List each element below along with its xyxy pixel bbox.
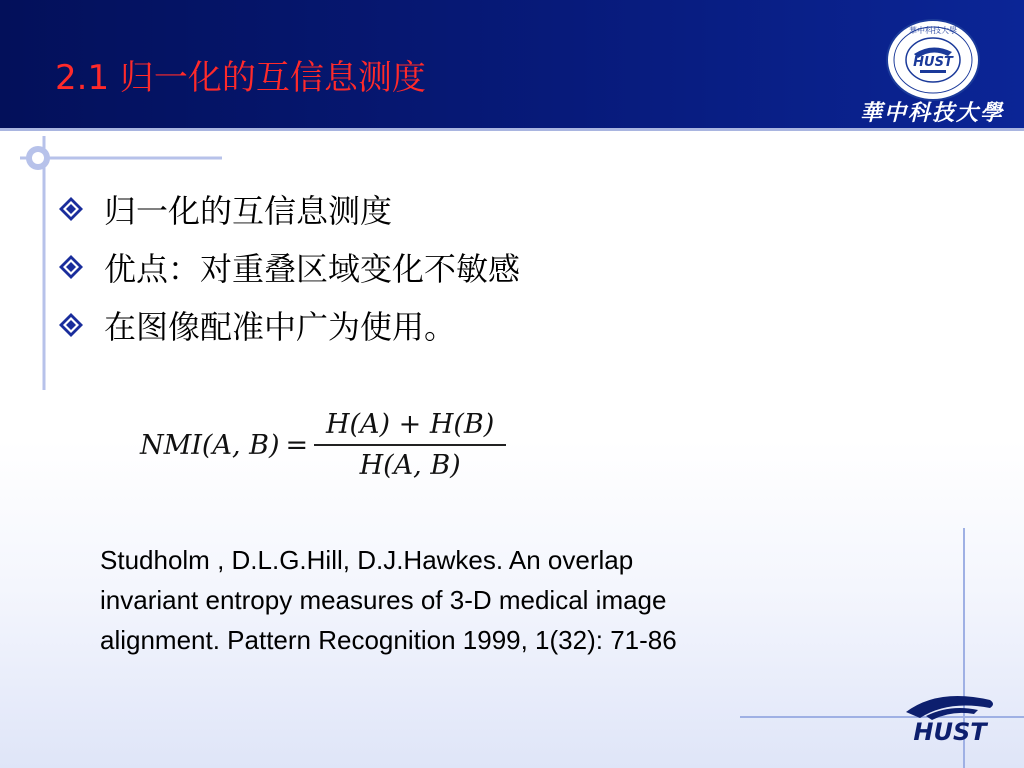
fraction-bar xyxy=(314,444,506,446)
diamond-bullet-icon xyxy=(58,196,84,222)
bullet-item xyxy=(58,238,520,296)
reference-line: Studholm , D.L.G.Hill, D.J.Hawkes. An overlap xyxy=(100,545,634,575)
corner-logo-text: HUST xyxy=(913,718,987,746)
reference-line: invariant entropy measures of 3-D medical image xyxy=(100,585,667,615)
bullet-text: 在图像配准中广为使用。 xyxy=(104,308,457,346)
formula-lhs: NMI(A, B) xyxy=(140,429,280,461)
diamond-bullet-icon xyxy=(58,312,84,338)
reference-line: alignment. Pattern Recognition 1999, 1(32): 71-86 xyxy=(100,625,677,655)
reference-citation xyxy=(100,540,900,660)
formula-fraction xyxy=(314,409,506,481)
bullet-list xyxy=(58,180,520,354)
nmi-formula xyxy=(140,395,506,495)
bullet-item xyxy=(58,180,520,238)
hust-logo-icon xyxy=(898,686,1002,748)
seal-top-text: 華中科技大學 xyxy=(909,26,957,35)
formula-denominator: H(A, B) xyxy=(359,450,461,481)
header-bar xyxy=(0,0,1024,128)
formula-numerator: H(A) + H(B) xyxy=(325,409,495,440)
bullet-text: 归一化的互信息测度 xyxy=(104,192,393,230)
university-name: 華中科技大學 xyxy=(860,100,1005,126)
seal-center-text: HUST xyxy=(913,55,953,70)
formula-equals: = xyxy=(285,429,309,461)
slide-title: 2.1 归一化的互信息测度 xyxy=(55,58,426,98)
bullet-item xyxy=(58,296,520,354)
bullet-text: 优点：对重叠区域变化不敏感 xyxy=(104,250,521,288)
university-seal-icon xyxy=(884,18,982,102)
diamond-bullet-icon xyxy=(58,254,84,280)
